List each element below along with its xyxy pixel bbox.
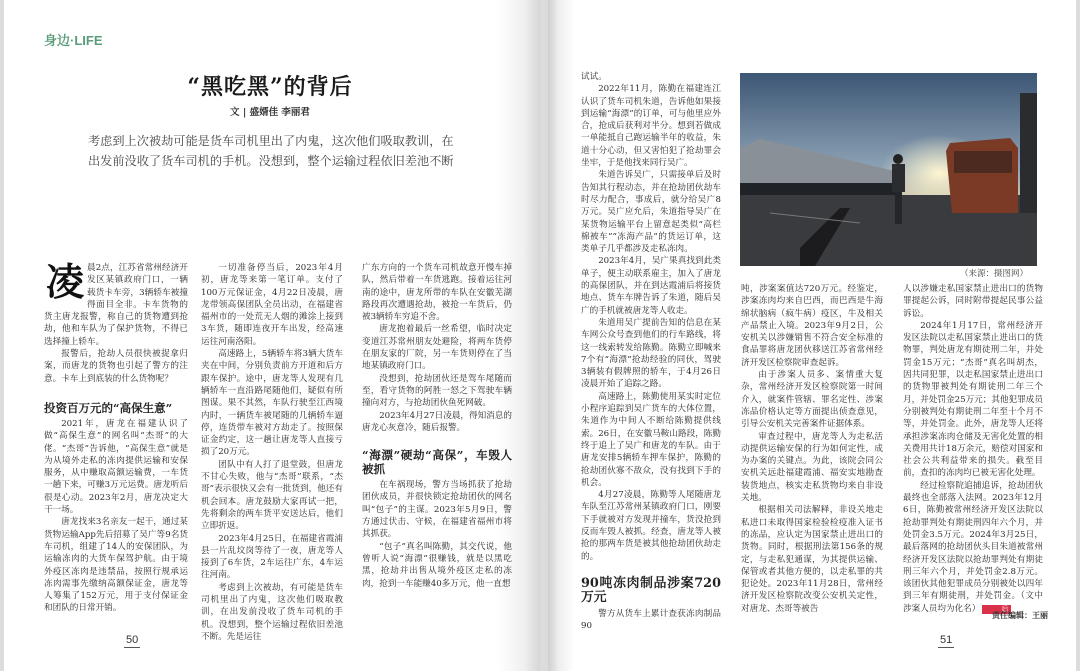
photo-image [740,73,1037,266]
paragraph: 人以涉嫌走私国家禁止进出口的货物罪提起公诉，同时附带提起民事公益诉讼。 [903,284,1043,319]
right-column-3 [903,283,1043,613]
paragraph: 一切准备停当后，2023年4月初，唐龙等来第一笔订单。支付了100万元保证金，4月22日凌晨，唐龙带领高保团队全员出动，在福建省福州市的一处荒无人烟的滩涂上接到3车货，随即连夜开车出发，经高速运往河南洛阳。 [201,263,343,347]
left-column-3 [362,262,512,632]
right-column-1 [581,71,721,641]
paragraph: 高速路上，陈勤使用某实时定位小程序追踪到吴广货车的大体位置，朱道作为中间人不断给陈勤提供线索。26日，在安徽马鞍山路段，陈勤终于追上了吴广和唐龙的车队。由于唐龙安排5辆轿车押车保护，陈勤的抢劫团伙寡不敌众，没有找到下手的机会。 [581,391,721,488]
paragraph: 2023年4月27日凌晨，得知消息的唐龙心灰意冷，随后报警。 [362,410,512,433]
paragraph [44,259,188,348]
end-mark-icon: 后 [982,605,1010,614]
paragraph: 2024年1月17日，常州经济开发区法院以走私国家禁止进出口的货物罪，判处唐龙有期徒刑二年，并处罚金15万元；“杰哥”真名叫胡杰，因共同犯罪，以走私国家禁止进出口的货物罪被判处有期徒刑二年三个月，并处罚金25万元；其他犯罪成员分别被判处有期徒刑二年至十个月不等，并处罚金。此外，唐龙等人还将承担涉案冻肉仓储及无害化处置的相关费用共计18万余元，赔偿对国家和社会公共利益带来的损失。截至目前，查扣的冻肉均已被无害化处理。 [903,320,1043,479]
paragraph: 2023年4月25日，在福建省霞浦县一片乱坟岗等待了一夜，唐龙等人接到了6车货，2车运往广东，4车运往河南。 [201,533,343,581]
paragraph: 在车祸现场，警方当场抓获了抢劫团伙成员，并很快锁定抢劫团伙的网名叫“包子”的主谋。2023年5月9日，警方通过伏击、守候，在福建省福州市将其抓获。 [362,480,512,540]
paragraph: 2021年，唐龙在福建认识了做“高保生意”的网名叫“杰哥”的大佬。“杰哥”告诉他，“高保生意”就是为从境外走私的冻肉提供运输和安保服务，从中赚取高额运输费，一车货一趟下来，可赚3万元运费。唐龙听后很是心动。2023年2月，唐龙决定大干一场。 [44,418,188,516]
paragraph-text: 晨2点，江苏省常州经济开发区某镇政府门口，一辆载货卡车旁，3辆轿车被撞得面目全非。卡车货物的货主唐龙报警，称自己的货物遭到抢劫，他和车队为了保护货物，不得已选择撞上轿车。 [44,263,188,347]
paragraph: “包子”真名叫陈勤，其交代说，他曾听人说“海漂”很赚钱，就是以黑吃黑，抢劫并出售从境外疫区走私的冻肉，抢到一车能赚40多万元，他一直想 [362,541,512,589]
paragraph: 团队中有人打了退堂鼓，但唐龙不甘心失败，他与“杰哥”联系，“杰哥”表示很快又会有一批货到，他还有机会回本。唐龙鼓励大家再试一把，先将剩余的两车货平安送达后，他们立即折返。 [201,459,343,532]
left-column-1 [44,259,188,642]
left-column-2 [201,262,343,642]
paragraph: 4月27凌晨，陈勤等人尾随唐龙车队至江苏常州某镇政府门口，刚要下手就被对方发现并撞车，货没抢到反而车毁人被抓。经查，唐龙等人被抢的那两车货是被其他抢劫团伙劫走的。 [581,490,721,562]
author-note: （文中涉案人员均为化名） [903,591,1043,614]
byline: 文 | 盛婿佳 李丽君 [230,107,310,118]
paragraph: 报警后，抢劫人员很快被捉拿归案，而唐龙的货物也引起了警方的注意。卡车上到底装的什么货物呢？ [44,349,188,384]
paragraph: 吨，涉案案值达720万元。经鉴定，涉案冻肉均来自巴西，而巴西是牛海绵状脑病（疯牛病）疫区，牛及相关产品禁止入境。2023年9月2日，公安机关以涉嫌销售不符合安全标准的食品罪将唐龙团伙移送江苏省常州经济开发区检察院审查起诉。 [741,284,883,368]
drop-cap: 凌 [46,259,85,304]
photo-truck-driver-sunset [740,73,1037,266]
paragraph: 朱道用吴广提前告知的信息在某车网公众号查到他们的行车路线，将这一线索转发给陈勤。陈勤立即喊来7个有“海漂”抢劫经验的同伙，驾驶3辆装有假牌照的轿车，于4月26日凌晨开始了追踪之路。 [581,317,721,390]
photo-caption: （来源：摄图网） [960,269,1029,279]
section-heading: 投资百万元的“高保生意” [44,400,173,415]
paragraph: 没想到，抢劫团伙还是驾车尾随而至，看守货物的阿胜一怒之下驾驶车辆撞向对方，与抢劫团伙鱼死网破。 [362,373,512,409]
article-title: “黑吃黑”的背后 [187,74,353,100]
paragraph: 唐龙找来3名亲友一起干，通过某货物运输App先后招募了吴广等9名货车司机，组建了14人的安保团队，为运输冻肉的大货车保驾护航。由于境外疫区冻肉是违禁品，按照行规承运冻肉需事先缴纳高额保证金，唐龙等人筹集了152万元，用于支付保证金和团队的日常开销。 [44,517,188,614]
page-number-left: 50 [126,634,139,646]
paragraph: 广东方向的一个货车司机故意开慢车掉队，然后带着一车货逃跑。接着运往河南的途中，唐龙所带的车队在安徽芜湖路段再次遭遇抢劫，被抢一车货后，仍被3辆轿车穷追不舍。 [362,263,512,323]
paragraph: 警方从货车上累计查获冻肉制品90 [581,608,721,632]
paragraph: 2023年4月，吴广果真找到此类单子，便主动联系雇主，加入了唐龙的高保团队，并在到达霞浦后将接货地点、货车车牌告诉了朱道，随后吴广的手机就被唐龙等人收走。 [581,256,721,316]
paragraph: 唐龙抱着最后一丝希望，临时决定变道江苏常州朋友处避险，将两车货停在朋友家的厂院，另一车货则停在了当地某镇政府门口。 [362,324,512,372]
page-number-right: 51 [940,634,953,646]
paragraph: 2022年11月，陈勤在福建连江认识了货车司机朱道，告诉他如果接到运输“海漂”的订单，可与他里应外合，抢成后获利对半分。想到若做成一单能抵自己跑运输半年的收益，朱道十分心动，但又害怕犯了抢劫罪会坐牢，于是他找来同行吴广。 [581,84,721,169]
paragraph: 试试。 [581,72,607,82]
section-heading: 90吨冻肉制品涉案720万元 [581,575,721,605]
section-tag: 身边·LIFE [44,33,103,48]
paragraph: 考虑到上次被劫，有可能是货车司机里出了内鬼，这次他们吸取教训，在出发前没收了货车司机的手机。没想到，整个运输过程依旧差池不断。先是运往 [201,582,343,642]
paragraph: 高速路上，5辆轿车将3辆大货车夹在中间，分别负责前方开道和后方跟车保护。途中，唐龙等人发现有几辆轿车一直沿路尾随他们，疑似有所图谋。果不其然，车队行驶至江西境内时，一辆货车被尾随的几辆轿车逼停，连货带车被对方劫走了。按照保证金约定，这一趟让唐龙等人直接亏损了20万元。 [201,349,343,458]
paragraph: 审查过程中，唐龙等人为走私活动提供运输安保的行为如何定性，成为办案的关键点。为此，该院会同公安机关远赴福建霞浦、福安实地勘查装货地点，核实走私货物均来自非设关地。 [741,431,883,504]
editor-credit: 责任编辑：王丽 [992,611,1048,620]
paragraph-text: 经过检察院追捕追诉，抢劫团伙最终也全部落入法网。2023年12月6日，陈勤被常州经济开发区法院以抢劫罪判处有期徒刑四年六个月，并处罚金3.5万元。2024年3月25日，最后落网的抢劫团伙头目朱道被常州经济开发区法院以抢劫罪判处有期徒刑三年六个月，并处罚金2.8万元。该团伙其他犯罪成员分别被处以四年到三年有期徒刑，并处罚金。 [903,480,1043,602]
section-heading: “海漂”硬劫“高保”，车毁人被抓 [362,448,512,477]
paragraph: 根据相关司法解释，非设关地走私进口未取得国家检验检疫准入证书的冻品，应认定为国家禁止进出口的货物。同时，根据刑法第156条的规定，与走私犯通谋，为其提供运输、保管或者其他方便的，以走私罪的共犯论处。2023年11月28日，常州经济开发区检察院改变公安机关定性，对唐龙、杰哥等被告 [741,505,883,614]
paragraph: 朱道告诉吴广，只需接单后及时告知其行程动态，并在抢劫团伙劫车时尽力配合，事成后，就分给吴广8万元。吴广应允后，朱道指导吴广在某货物运输平台上留意起类似“高栏棉被车”“冻海产品”的货运订单，这类单子几乎都涉及走私冻肉。 [581,170,721,255]
lead-paragraph: 考虑到上次被劫可能是货车司机里出了内鬼，这次他们吸取教训，在出发前没收了货车司机的手机。没想到，整个运输过程依旧差池不断 [88,134,454,168]
paragraph [903,480,1043,615]
right-column-2 [741,283,883,623]
paragraph: 由于涉案人员多、案情重大复杂，常州经济开发区检察院第一时间介入，就案件管辖、罪名定性、涉案冻品价格认定等方面提出侦查意见，引导公安机关完善案件证据体系。 [741,370,883,430]
